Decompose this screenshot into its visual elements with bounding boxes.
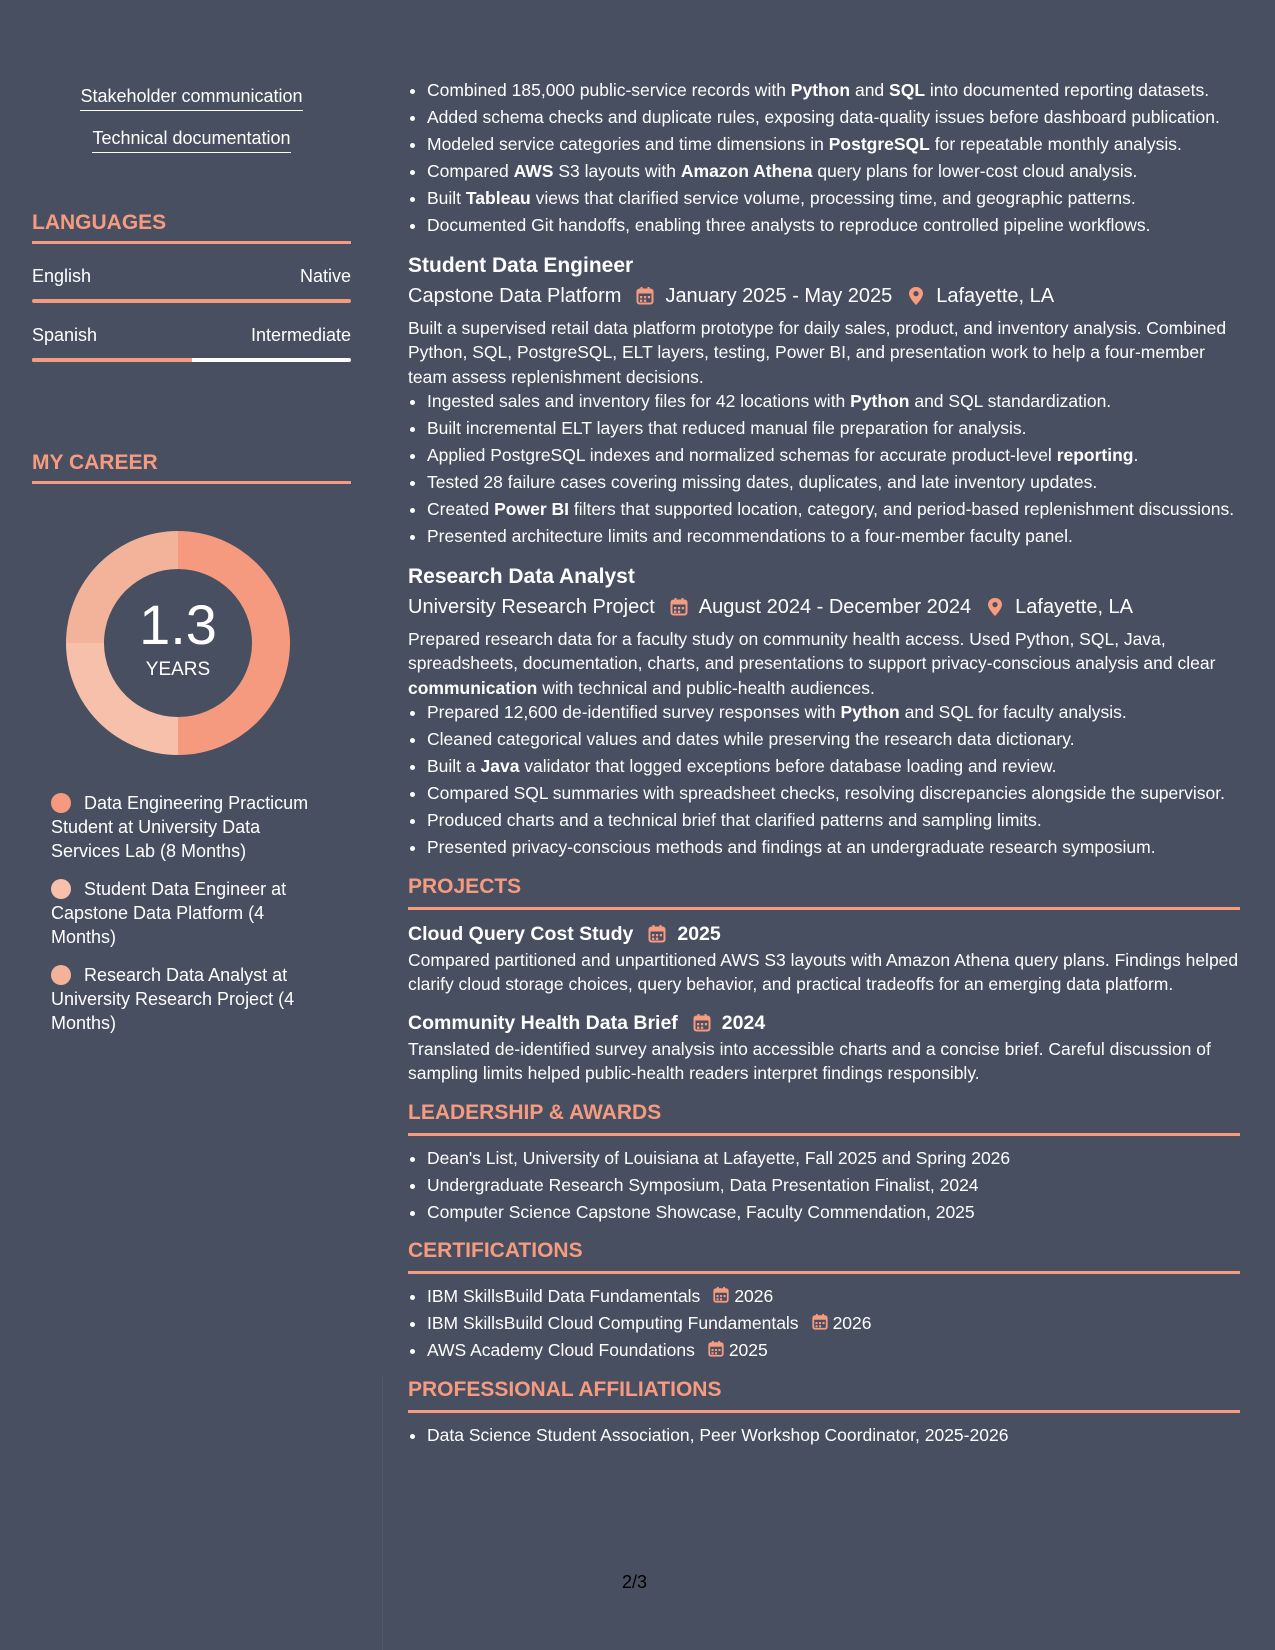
career-legend-item [51, 963, 331, 1035]
project-title-row [408, 1009, 1240, 1037]
affiliation-item: • Data Science Student Association, Peer Workshop Coordinator, 2025-2026 [427, 1423, 1240, 1448]
job-title: Student Data Engineer [408, 253, 634, 277]
job-location: Lafayette, LA [1015, 595, 1134, 618]
language-row [32, 325, 351, 346]
calendar-icon [712, 1286, 730, 1304]
certifications-list [408, 1284, 1240, 1363]
bullet-item: • Combined 185,000 public-service records with Python and SQL into documented reporting datasets. [427, 78, 1240, 103]
career-legend [51, 791, 331, 1049]
experience-bullets [408, 78, 1240, 238]
language-level-bar [32, 299, 351, 303]
job-location: Lafayette, LA [936, 284, 1055, 307]
legend-dot-icon [51, 965, 71, 985]
job-dates: August 2024 - December 2024 [698, 595, 972, 618]
project-description: Compared partitioned and unpartitioned AWS S3 layouts with Amazon Athena query plans. Findings helped clarify cloud storage choices, query behavior, and practical tradeoffs for an emerging data platform. [408, 949, 1239, 994]
certification-name: AWS Academy Cloud Foundations [427, 1340, 695, 1360]
jobs-list [408, 252, 1240, 860]
bullet-item: • Applied PostgreSQL indexes and normalized schemas for accurate product-level reporting. [427, 443, 1240, 468]
career-legend-label: Research Data Analyst at University Research Project (4 Months) [51, 965, 295, 1033]
career-legend-item [51, 791, 331, 863]
bullet-item: • Modeled service categories and time dimensions in PostgreSQL for repeatable monthly analysis. [427, 132, 1240, 157]
project-year: 2024 [721, 1011, 766, 1034]
career-section [32, 451, 351, 484]
language-level-fill [32, 299, 351, 303]
projects-heading: PROJECTS [408, 874, 1240, 910]
bullet-item: • Presented privacy-conscious methods and findings at an undergraduate research symposium. [427, 835, 1240, 860]
certifications-heading: CERTIFICATIONS [408, 1238, 1240, 1274]
calendar-icon [707, 1340, 725, 1358]
job-dates: January 2025 - May 2025 [665, 284, 893, 307]
affiliations-list [408, 1423, 1240, 1448]
language-row [32, 266, 351, 287]
award-item: • Computer Science Capstone Showcase, Faculty Commendation, 2025 [427, 1200, 1240, 1225]
bullet-item: • Ingested sales and inventory files for 42 locations with Python and SQL standardization. [427, 389, 1240, 414]
bullet-item: • Tested 28 failure cases covering missing dates, duplicates, and late inventory updates. [427, 470, 1240, 495]
language-level: Intermediate [250, 325, 351, 345]
leadership-heading: LEADERSHIP & AWARDS [408, 1100, 1240, 1136]
bullet-item: • Produced charts and a technical brief that clarified patterns and sampling limits. [427, 808, 1240, 833]
job-bullets [408, 389, 1240, 549]
certification-name: IBM SkillsBuild Cloud Computing Fundamentals [427, 1313, 799, 1333]
page-number: 2/3 [622, 1572, 648, 1592]
calendar-icon [647, 924, 667, 944]
job-meta [408, 282, 1240, 310]
certification-name: IBM SkillsBuild Data Fundamentals [427, 1286, 701, 1306]
bullet-item: • Compared SQL summaries with spreadsheet checks, resolving discrepancies alongside the supervisor. [427, 781, 1240, 806]
career-legend-label: Student Data Engineer at Capstone Data Platform (4 Months) [51, 879, 287, 947]
award-item: • Undergraduate Research Symposium, Data Presentation Finalist, 2024 [427, 1173, 1240, 1198]
job-entry [408, 252, 1240, 549]
bullet-item: • Built a Java validator that logged exceptions before database loading and review. [427, 754, 1240, 779]
skill-link[interactable]: Stakeholder communication [80, 86, 302, 111]
certification-year: 2026 [734, 1286, 774, 1306]
job-entry [408, 563, 1240, 860]
career-total-unit: YEARS [145, 659, 211, 680]
skill-links [32, 86, 351, 170]
job-title: Research Data Analyst [408, 564, 635, 588]
certification-item [427, 1338, 1240, 1363]
legend-dot-icon [51, 879, 71, 899]
affiliations-heading: PROFESSIONAL AFFILIATIONS [408, 1377, 1240, 1413]
languages-section [32, 211, 351, 362]
bullet-item: • Prepared 12,600 de-identified survey responses with Python and SQL for faculty analysis. [427, 700, 1240, 725]
language-level: Native [299, 266, 351, 286]
job-description: Prepared research data for a faculty study on community health access. Used Python, SQL, Java, spreadsheets, documentation, charts, and presentations to support privacy-conscious analysis and clear communication with technical and public-health audiences. [408, 628, 1216, 698]
calendar-icon [635, 286, 655, 306]
leadership-list [408, 1146, 1240, 1225]
bullet-item: • Compared AWS S3 layouts with Amazon Athena query plans for lower-cost cloud analysis. [427, 159, 1240, 184]
language-name: Spanish [32, 325, 98, 345]
language-level-bar [32, 358, 351, 362]
language-list [32, 266, 351, 362]
project-name: Cloud Query Cost Study [408, 922, 634, 945]
certification-item [427, 1311, 1240, 1336]
career-legend-label: Data Engineering Practicum Student at University Data Services Lab (8 Months) [51, 793, 309, 861]
map-pin-icon [985, 597, 1005, 617]
calendar-icon [811, 1313, 829, 1331]
job-bullets [408, 700, 1240, 860]
bullet-item: • Documented Git handoffs, enabling three analysts to reproduce controlled pipeline workflows. [427, 213, 1240, 238]
language-name: English [32, 266, 92, 286]
bullet-item: • Created Power BI filters that supported location, category, and period-based replenishment discussions. [427, 497, 1240, 522]
certification-item [427, 1284, 1240, 1309]
project-year: 2025 [677, 922, 721, 945]
career-legend-item [51, 877, 331, 949]
languages-heading: LANGUAGES [32, 211, 351, 244]
legend-dot-icon [51, 793, 71, 813]
calendar-icon [692, 1013, 712, 1033]
job-organization: Capstone Data Platform [408, 284, 622, 307]
skill-link[interactable]: Technical documentation [92, 128, 290, 153]
certification-year: 2025 [728, 1340, 768, 1360]
job-meta [408, 593, 1240, 621]
bullet-item: • Added schema checks and duplicate rules, exposing data-quality issues before dashboard publication. [427, 105, 1240, 130]
column-divider [382, 1375, 383, 1650]
bullet-item: • Built incremental ELT layers that reduced manual file preparation for analysis. [427, 416, 1240, 441]
calendar-icon [669, 597, 689, 617]
projects-list [408, 920, 1240, 1086]
project-title-row [408, 920, 1240, 948]
main-content [408, 78, 1240, 1450]
project-description: Translated de-identified survey analysis into accessible charts and a concise brief. Careful discussion of sampling limits helped public-health readers interpret findings responsibly. [408, 1038, 1211, 1083]
career-heading: MY CAREER [32, 451, 351, 484]
language-level-fill [32, 358, 192, 362]
career-total [66, 531, 290, 755]
certification-year: 2026 [832, 1313, 872, 1333]
bullet-item: • Presented architecture limits and recommendations to a four-member faculty panel. [427, 524, 1240, 549]
bullet-item: • Built Tableau views that clarified service volume, processing time, and geographic patterns. [427, 186, 1240, 211]
bullet-item: • Cleaned categorical values and dates while preserving the research data dictionary. [427, 727, 1240, 752]
award-item: • Dean's List, University of Louisiana at Lafayette, Fall 2025 and Spring 2026 [427, 1146, 1240, 1171]
job-organization: University Research Project [408, 595, 655, 618]
career-total-value: 1.3 [139, 593, 217, 656]
project-name: Community Health Data Brief [408, 1011, 678, 1034]
job-description: Built a supervised retail data platform prototype for daily sales, product, and inventory analysis. Combined Python, SQL, PostgreSQL, ELT layers, testing, Power BI, and presentation work to help a four-member team assess replenishment decisions. [408, 317, 1227, 387]
map-pin-icon [906, 286, 926, 306]
